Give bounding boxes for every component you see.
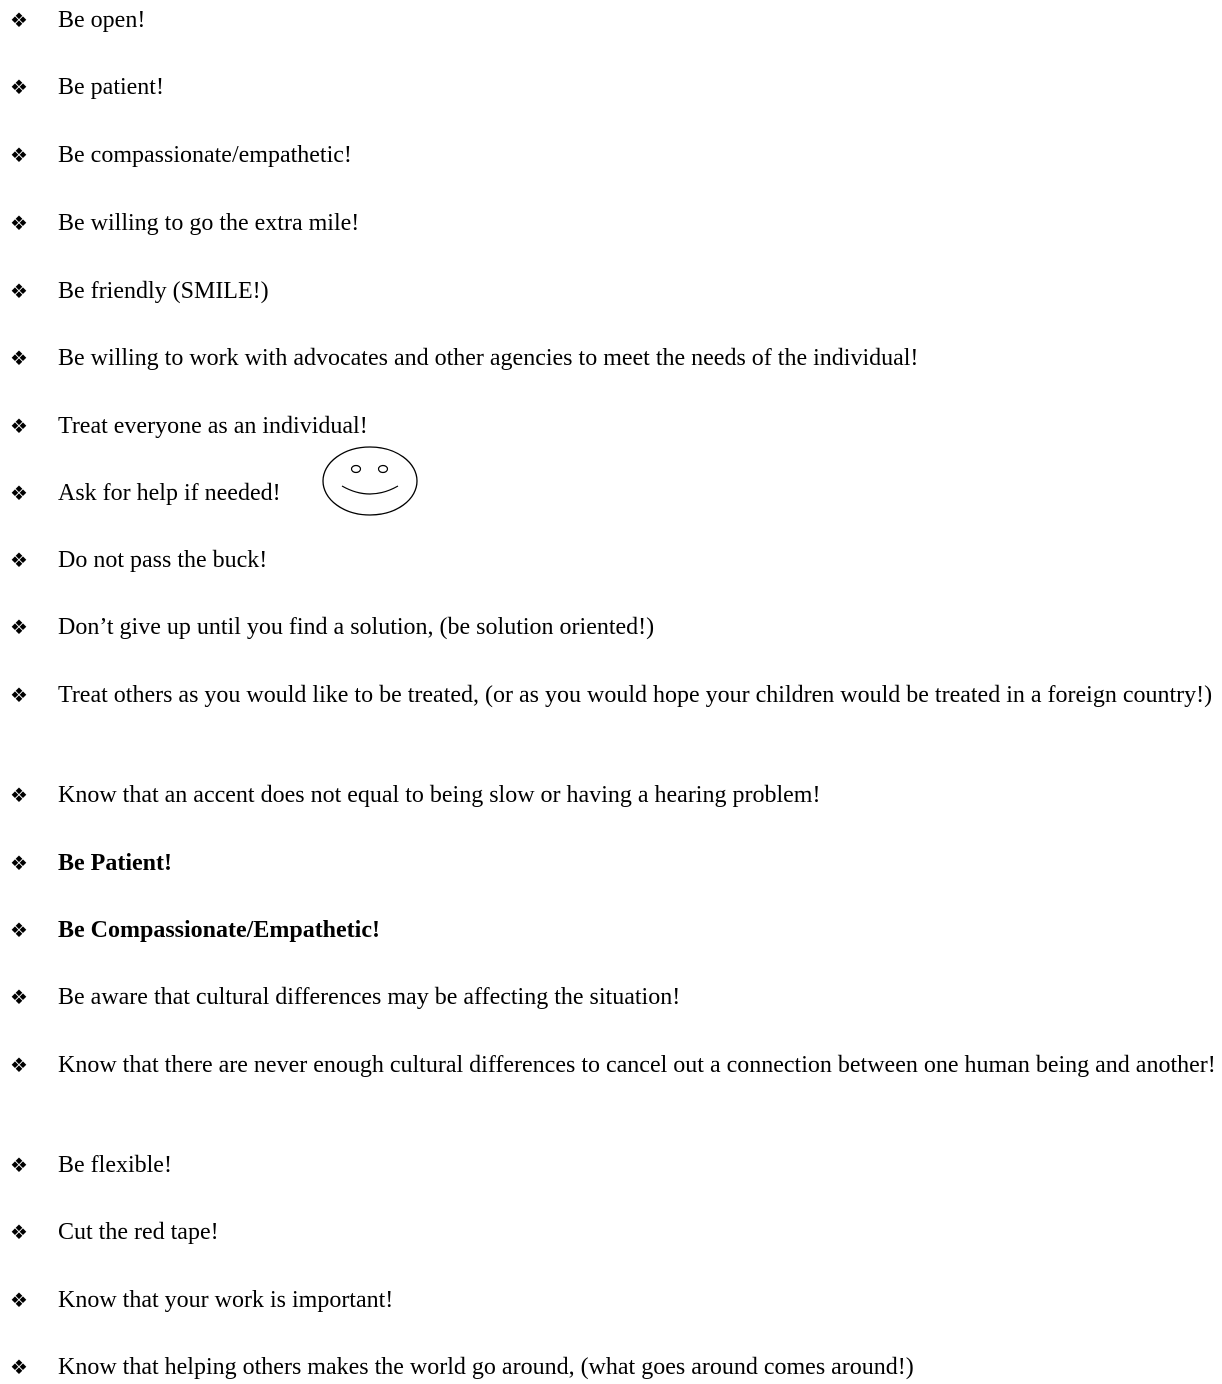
list-item	[10, 1150, 1220, 1180]
list-item-text: Be Patient!	[58, 850, 172, 876]
list-item-text: Be willing to go the extra mile!	[58, 210, 360, 236]
list-item	[10, 1050, 1220, 1080]
diamond-bullet-icon: ❖	[10, 75, 28, 99]
list-item-text: Be patient!	[58, 74, 164, 100]
diamond-bullet-icon: ❖	[10, 1355, 28, 1379]
diamond-bullet-icon: ❖	[10, 481, 28, 505]
list-item-text: Be flexible!	[58, 1152, 172, 1178]
list-item-text: Know that there are never enough cultural differences to cancel out a connection between one human being and another!	[58, 1052, 1216, 1078]
list-item	[10, 208, 1220, 238]
diamond-bullet-icon: ❖	[10, 279, 28, 303]
diamond-bullet-icon: ❖	[10, 1220, 28, 1244]
list-item	[10, 1217, 1220, 1247]
list-item-text: Do not pass the buck!	[58, 547, 268, 573]
diamond-bullet-icon: ❖	[10, 143, 28, 167]
smiley-face-icon	[320, 444, 420, 518]
diamond-bullet-icon: ❖	[10, 1288, 28, 1312]
list-item	[10, 276, 1220, 306]
diamond-bullet-icon: ❖	[10, 683, 28, 707]
list-item	[10, 612, 1220, 642]
list-item-text: Know that your work is important!	[58, 1287, 394, 1313]
diamond-bullet-icon: ❖	[10, 615, 28, 639]
list-item	[10, 1285, 1220, 1315]
list-item	[10, 915, 1220, 945]
list-item	[10, 848, 1220, 878]
list-item-text: Know that helping others makes the world go around, (what goes around comes around!)	[58, 1354, 914, 1380]
diamond-bullet-icon: ❖	[10, 211, 28, 235]
diamond-bullet-icon: ❖	[10, 8, 28, 32]
diamond-bullet-icon: ❖	[10, 851, 28, 875]
list-item	[10, 343, 1220, 373]
list-item	[10, 545, 1220, 575]
diamond-bullet-icon: ❖	[10, 783, 28, 807]
list-item	[10, 140, 1220, 170]
list-item-text: Treat everyone as an individual!	[58, 413, 368, 439]
list-item	[10, 411, 1220, 441]
list-item-text: Be willing to work with advocates and other agencies to meet the needs of the individual!	[58, 345, 919, 371]
list-item-text: Be open!	[58, 7, 146, 33]
list-item	[10, 1352, 1220, 1382]
list-item-text: Be compassionate/empathetic!	[58, 142, 352, 168]
list-item-text: Be friendly (SMILE!)	[58, 278, 269, 304]
list-item	[10, 982, 1220, 1012]
list-item-text: Ask for help if needed!	[58, 480, 281, 506]
list-item-text: Cut the red tape!	[58, 1219, 219, 1245]
list-item	[10, 72, 1220, 102]
diamond-bullet-icon: ❖	[10, 918, 28, 942]
list-item-text: Treat others as you would like to be treated, (or as you would hope your children would be treated in a foreign country!)	[58, 682, 1213, 708]
diamond-bullet-icon: ❖	[10, 548, 28, 572]
diamond-bullet-icon: ❖	[10, 1053, 28, 1077]
list-item-text: Be aware that cultural differences may be affecting the situation!	[58, 984, 681, 1010]
list-item-text: Be Compassionate/Empathetic!	[58, 917, 380, 943]
list-item-text: Know that an accent does not equal to being slow or having a hearing problem!	[58, 782, 821, 808]
diamond-bullet-icon: ❖	[10, 1153, 28, 1177]
list-item	[10, 680, 1220, 710]
list-item	[10, 780, 1220, 810]
diamond-bullet-icon: ❖	[10, 414, 28, 438]
diamond-bullet-icon: ❖	[10, 346, 28, 370]
list-item-text: Don’t give up until you find a solution, (be solution oriented!)	[58, 614, 655, 640]
list-item	[10, 478, 1220, 508]
diamond-bullet-icon: ❖	[10, 985, 28, 1009]
list-item	[10, 5, 1220, 35]
